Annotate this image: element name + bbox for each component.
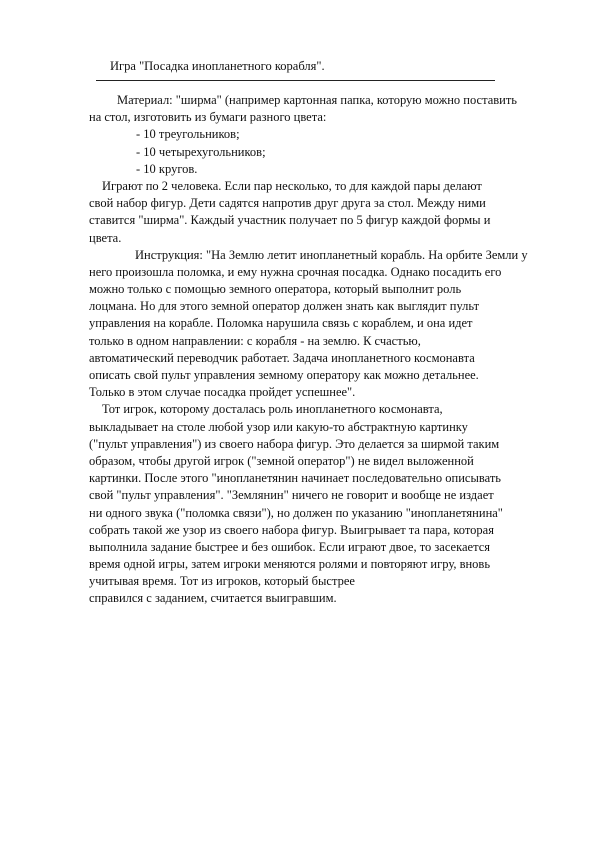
text-line: только в одном направлении: с корабля - на землю. К счастью, (89, 333, 421, 348)
text-line: Только в этом случае посадка пройдет успешнее". (89, 385, 356, 400)
text-line: образом, чтобы другой игрок ("земной оператор") не видел выложенной (89, 453, 474, 468)
text-line: картинки. После этого "инопланетянин начинает последовательно описывать (89, 471, 501, 486)
list-item: - 10 четырехугольников; (136, 144, 266, 159)
text-line: выполнила задание быстрее и без ошибок. Если играют двое, то засекается (89, 539, 491, 554)
document-title: Игра "Посадка инопланетного корабля". (110, 59, 325, 73)
text-line: ставится "ширма". Каждый участник получает по 5 фигур каждой формы и (89, 213, 491, 228)
text-line: свой "пульт управления". "Землянин" ничего не говорит и вообще не издает (89, 488, 494, 503)
text-line: можно только с помощью земного оператора, который выполнит роль (89, 282, 462, 297)
text-line: выкладывает на столе любой узор или какую-то абстрактную картинку (89, 419, 468, 434)
text-line: Материал: "ширма" (например картонная папка, которую можно поставить (117, 93, 518, 107)
document-body (89, 92, 555, 608)
list-item: - 10 треугольников; (136, 127, 240, 142)
text-line: свой набор фигур. Дети садятся напротив друг друга за стол. Между ними (89, 196, 486, 211)
text-line: на стол, изготовить из бумаги разного цвета: (89, 110, 327, 125)
text-line: Играют по 2 человека. Если пар несколько, то для каждой пары делают (102, 178, 482, 193)
text-line: управления на корабле. Поломка нарушила связь с кораблем, и она идет (89, 316, 473, 331)
text-line: справился с заданием, считается выигравшим. (89, 591, 337, 606)
text-line: цвета. (89, 230, 122, 245)
text-line: него произошла поломка, и ему нужна срочная посадка. Однако посадить его (89, 264, 502, 279)
text-line: лоцмана. Но для этого земной оператор должен знать как выглядит пульт (89, 299, 480, 314)
text-line: Тот игрок, которому досталась роль инопланетного космонавта, (102, 402, 443, 417)
text-line: ни одного звука ("поломка связи"), но должен по указанию "инопланетянина" (89, 505, 503, 520)
text-line: Инструкция: "На Землю летит инопланетный корабль. На орбите Земли у (135, 247, 528, 262)
text-line: ("пульт управления") из своего набора фигур. Это делается за ширмой таким (89, 436, 500, 451)
text-line: собрать такой же узор из своего набора фигур. Выигрывает та пара, которая (89, 522, 494, 537)
text-line: описать свой пульт управления земному оператору как можно детальнее. (89, 368, 479, 382)
text-line: автоматический переводчик работает. Задача инопланетного космонавта (89, 350, 475, 365)
text-line: время одной игры, затем игроки меняются ролями и повторяют игру, вновь (89, 557, 491, 572)
text-line: учитывая время. Тот из игроков, который быстрее (89, 574, 355, 589)
list-item: - 10 кругов. (136, 161, 198, 176)
title-underline (96, 80, 495, 81)
